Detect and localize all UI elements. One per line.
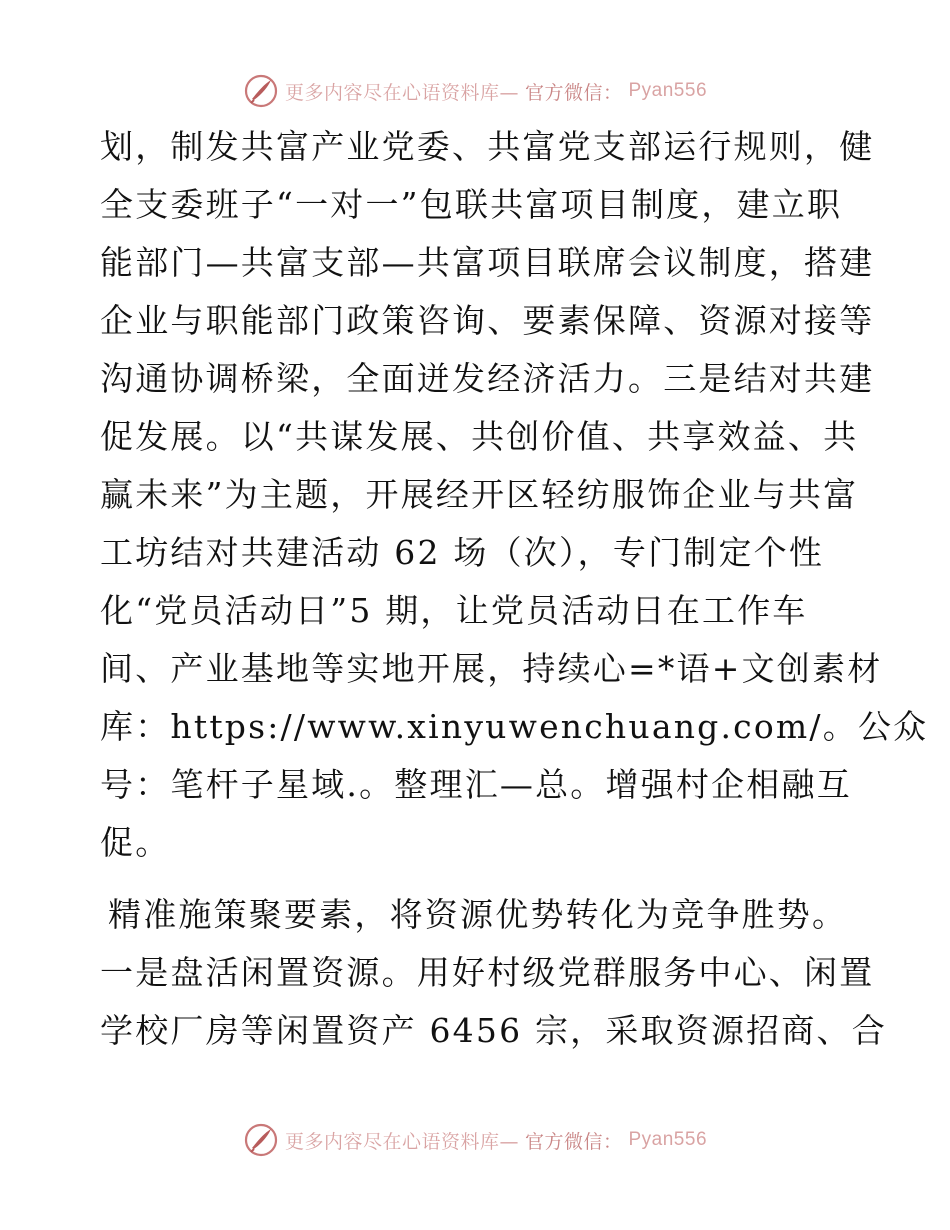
watermark-wechat-label: 官方微信： — [524, 81, 623, 104]
text-line: 赢未来”为主题，开展经开区轻纺服饰企业与共富 — [100, 475, 859, 514]
header-watermark — [0, 71, 950, 111]
quill-seal-icon — [243, 1122, 279, 1158]
text-line-url: 库：https://www.xinyuwenchuang.com/。公众 — [100, 707, 929, 746]
text-line: 沟通协调桥梁，全面迸发经济活力。三是结对共建 — [100, 359, 875, 398]
watermark-text: 更多内容尽在心语资料库— — [284, 81, 519, 104]
footer-watermark — [0, 1120, 950, 1160]
text-line: 一是盘活闲置资源。用好村级党群服务中心、闲置 — [100, 953, 875, 992]
quill-seal-icon — [243, 73, 279, 109]
watermark-text: 更多内容尽在心语资料库— — [284, 1130, 519, 1153]
text-line: 能部门—共富支部—共富项目联席会议制度，搭建 — [100, 243, 875, 282]
paragraph-2 — [100, 886, 887, 1060]
text-line: 促发展。以“共谋发展、共创价值、共享效益、共 — [100, 417, 859, 456]
text-line: 学校厂房等闲置资产 6456 宗，采取资源招商、合 — [100, 1011, 887, 1050]
text-line: 工坊结对共建活动 62 场（次），专门制定个性 — [100, 533, 825, 572]
text-line: 化“党员活动日”5 期，让党员活动日在工作车 — [100, 591, 808, 630]
text-line: 划，制发共富产业党委、共富党支部运行规则，健 — [100, 127, 875, 166]
text-line: 促。 — [100, 823, 171, 862]
text-line: 精准施策聚要素，将资源优势转化为竞争胜势。 — [108, 895, 848, 934]
text-line: 企业与职能部门政策咨询、要素保障、资源对接等 — [100, 301, 875, 340]
paragraph-spacer — [100, 872, 860, 886]
watermark-wechat-id: Pyan556 — [628, 1129, 708, 1150]
watermark-wechat-id: Pyan556 — [628, 80, 708, 101]
document-body — [100, 118, 929, 1060]
text-line: 间、产业基地等实地开展，持续心=*语+文创素材 — [100, 649, 883, 688]
paragraph-1 — [100, 118, 929, 872]
watermark-wechat-label: 官方微信： — [524, 1130, 623, 1153]
text-line: 全支委班子“一对一”包联共富项目制度，建立职 — [100, 185, 843, 224]
text-line: 号：笔杆子星域.。整理汇—总。增强村企相融互 — [100, 765, 852, 804]
